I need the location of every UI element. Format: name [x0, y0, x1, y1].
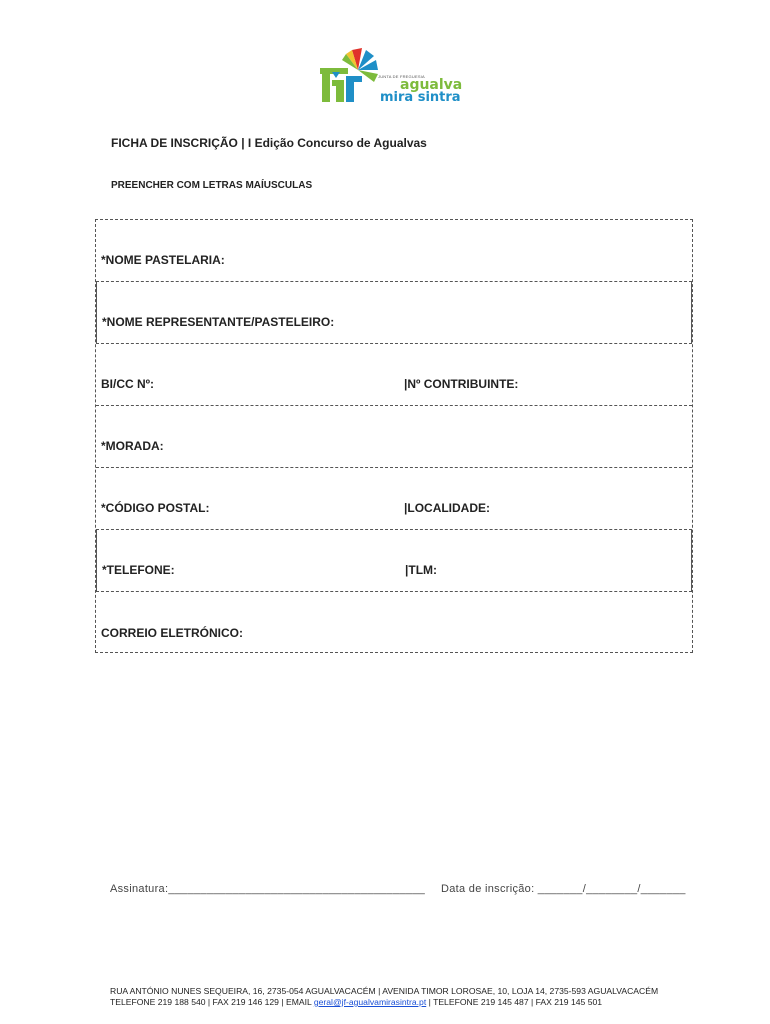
instruction-text: PREENCHER COM LETRAS MAÍUSCULAS — [111, 180, 313, 191]
logo-small-text: JUNTA DE FREGUESIA — [378, 74, 425, 79]
date-line[interactable]: Data de inscrição: _______/________/_______ — [441, 883, 686, 895]
footer-address: RUA ANTÓNIO NUNES SEQUEIRA, 16, 2735-054 AGUALVACACÉM | AVENIDA TIMOR LOROSAE, 10, LOJA 14, 2735-593 AGUALVACACÉM — [110, 986, 659, 996]
label-tlm: |TLM: — [405, 563, 438, 577]
logo — [318, 46, 468, 106]
field-morada[interactable] — [96, 406, 692, 468]
footer-contacts-post: | TELEFONE 219 145 487 | FAX 219 145 501 — [426, 997, 603, 1007]
label-nome-pastelaria: *NOME PASTELARIA: — [101, 253, 225, 267]
field-correio-eletronico[interactable] — [96, 592, 692, 654]
field-codigo-postal[interactable] — [96, 468, 692, 530]
label-correio-eletronico: CORREIO ELETRÓNICO: — [101, 626, 244, 640]
label-telefone: *TELEFONE: — [102, 563, 175, 577]
label-codigo-postal: *CÓDIGO POSTAL: — [101, 501, 210, 515]
page-title: FICHA DE INSCRIÇÃO | I Edição Concurso de Agualvas — [111, 136, 427, 150]
footer-contacts-pre: TELEFONE 219 188 540 | FAX 219 146 129 | EMAIL — [110, 997, 314, 1007]
footer — [110, 986, 658, 1008]
field-telefone[interactable] — [96, 530, 692, 592]
label-contribuinte: |Nº CONTRIBUINTE: — [404, 377, 519, 391]
signature-line[interactable]: Assinatura:________________________________________ — [110, 883, 426, 895]
logo-text-mira-sintra: mira sintra — [380, 90, 461, 105]
label-morada: *MORADA: — [101, 439, 164, 453]
logo-text-agualva: agualva — [400, 77, 463, 93]
field-nome-pastelaria[interactable] — [96, 220, 692, 282]
field-bi-cc[interactable] — [96, 344, 692, 406]
field-nome-representante[interactable] — [96, 282, 692, 344]
registration-form — [95, 219, 693, 653]
footer-email-link[interactable]: geral@jf-agualvamirasintra.pt — [313, 997, 427, 1007]
label-nome-representante: *NOME REPRESENTANTE/PASTELEIRO: — [102, 315, 335, 329]
label-bi-cc: BI/CC Nº: — [101, 377, 155, 391]
label-localidade: |LOCALIDADE: — [404, 501, 491, 515]
footer-contacts — [110, 997, 658, 1008]
